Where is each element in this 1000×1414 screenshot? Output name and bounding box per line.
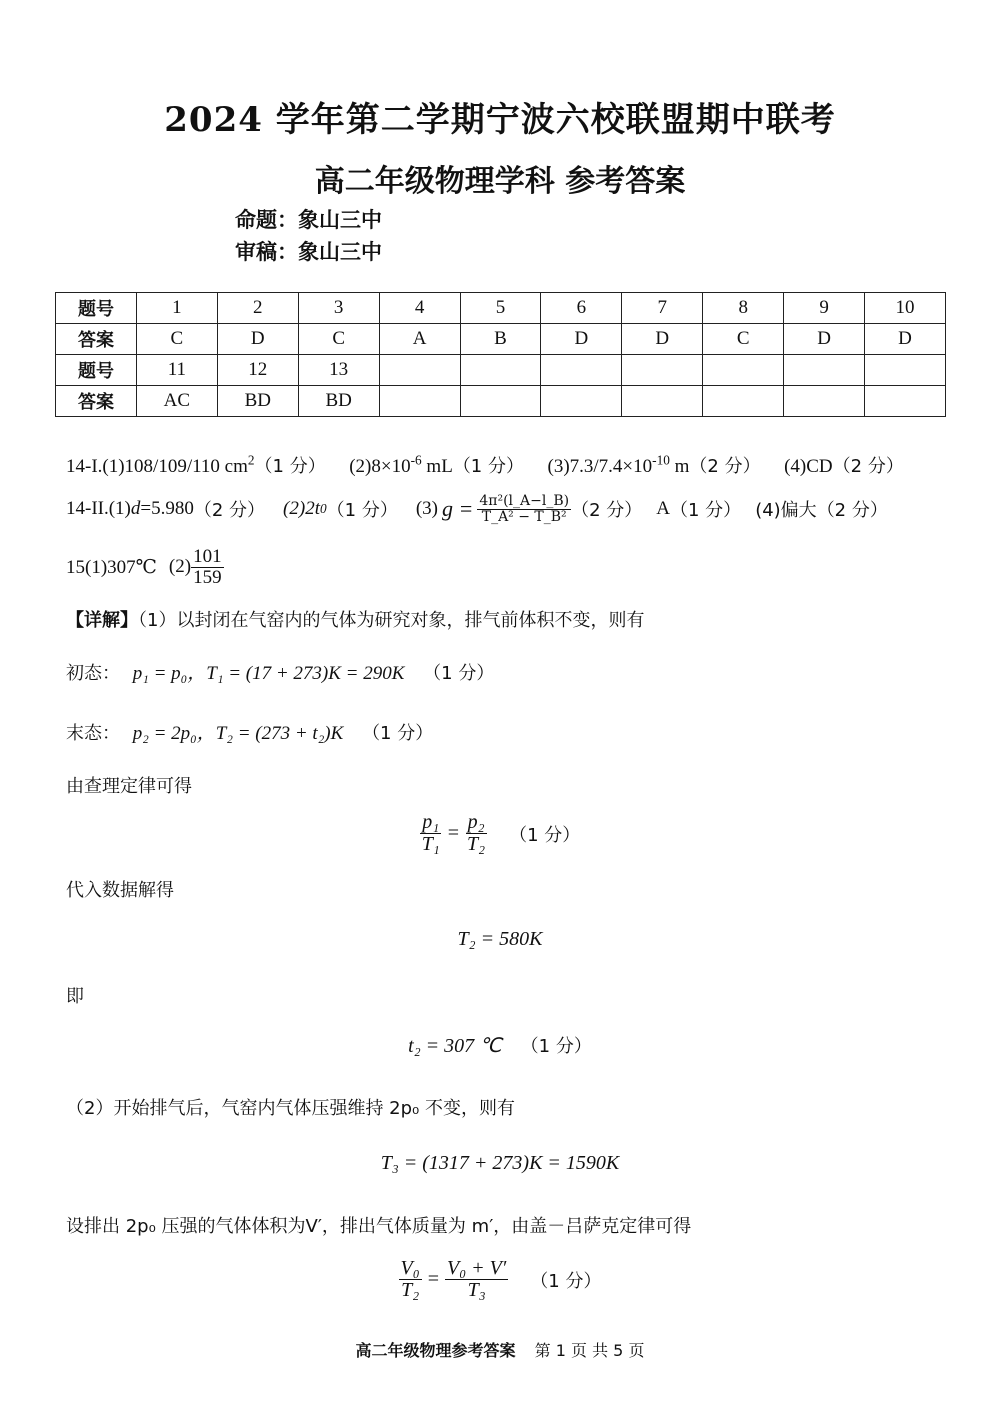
ie-text: 即 bbox=[66, 986, 84, 1007]
q14-2-sup: -6 bbox=[410, 452, 422, 468]
q15-answer-line bbox=[66, 542, 224, 592]
empty-cell bbox=[460, 355, 541, 386]
row-label: 题号 bbox=[56, 293, 137, 324]
final-equation: p₂ = 2p₀，T₂ = (273 + t₂)K bbox=[132, 723, 344, 744]
final-score: （1 分） bbox=[362, 723, 434, 744]
fraction-numerator: V₀ + V′ bbox=[447, 1257, 507, 1279]
fraction-denominator: 159 bbox=[193, 566, 222, 588]
q14-4-text: (4)CD bbox=[784, 456, 833, 477]
gay-lussac-equation: $\frac{\text{V₀}}{\text{T₂}}$ = $\frac{\text{V₀ + V′}}{\text{T₃}}$ （1 分） bbox=[400, 1257, 602, 1301]
author-label: 命题： bbox=[235, 207, 298, 232]
q14-1 bbox=[66, 452, 255, 477]
author-value: 象山三中 bbox=[298, 207, 382, 232]
fraction-denominator: T₂ bbox=[467, 833, 486, 855]
q14ii-3-option: A bbox=[656, 498, 670, 519]
q14-2-text: (2)8×10 bbox=[349, 456, 411, 477]
q14ii-3-prefix: (3) bbox=[415, 498, 438, 519]
fraction-numerator: p₂ bbox=[467, 811, 485, 833]
part2-intro: （2）开始排气后，气窑内气体压强维持 2p₀ 不变，则有 bbox=[66, 1098, 515, 1119]
gay-right-fraction bbox=[445, 1258, 508, 1301]
q14-2-score: （1 分） bbox=[452, 456, 524, 477]
answer-cell: BD bbox=[298, 386, 379, 417]
q14-1-score: （1 分） bbox=[254, 456, 326, 477]
answer-cell: BD bbox=[217, 386, 298, 417]
formula-numerator: 4π²(l_A−l_B) bbox=[479, 492, 570, 509]
initial-label: 初态： bbox=[66, 663, 120, 684]
answer-cell: C bbox=[136, 324, 217, 355]
answer-cell: D bbox=[541, 324, 622, 355]
q14ii-4-score: （2 分） bbox=[816, 500, 888, 521]
temp-score: （1 分） bbox=[520, 1036, 592, 1057]
q14ii-d-value: =5.980 bbox=[140, 498, 194, 519]
reviewer-value: 象山三中 bbox=[298, 239, 382, 264]
initial-equation: p₁ = p₀，T₁ = (17 + 273)K = 290K bbox=[132, 663, 405, 684]
q14ii-3-score: （2 分） bbox=[571, 500, 643, 521]
q14ii-1-score: （2 分） bbox=[193, 500, 266, 521]
answer-cell: C bbox=[703, 324, 784, 355]
q14-1-text: 14-I.(1)108/109/110 cm bbox=[66, 456, 248, 477]
empty-cell bbox=[379, 355, 460, 386]
fraction-denominator: T₂ bbox=[401, 1279, 420, 1301]
q14-part2-line bbox=[66, 488, 888, 530]
empty-cell bbox=[460, 386, 541, 417]
table-row bbox=[56, 324, 946, 355]
empty-cell bbox=[865, 355, 946, 386]
q14ii-d-symbol: d bbox=[130, 498, 141, 519]
detail-intro bbox=[66, 606, 644, 632]
empty-cell bbox=[379, 386, 460, 417]
charles-intro: 由查理定律可得 bbox=[66, 776, 192, 797]
question-number: 7 bbox=[622, 293, 703, 324]
final-state-line bbox=[66, 718, 433, 745]
question-number: 10 bbox=[865, 293, 946, 324]
initial-state-line bbox=[66, 658, 494, 685]
empty-cell bbox=[703, 355, 784, 386]
empty-cell bbox=[622, 386, 703, 417]
question-number: 11 bbox=[136, 355, 217, 386]
temp-result-line bbox=[0, 1032, 1000, 1058]
question-number: 8 bbox=[703, 293, 784, 324]
question-number: 13 bbox=[298, 355, 379, 386]
q14ii-2-score: （1 分） bbox=[326, 500, 398, 521]
temp-result: t₂ = 307 ℃ bbox=[408, 1035, 502, 1057]
t2-result: T₂ = 580K bbox=[457, 928, 543, 950]
q15-answer1: 15(1)307℃ bbox=[66, 556, 157, 578]
reviewer-line bbox=[235, 236, 382, 266]
charles-score: （1 分） bbox=[509, 824, 581, 846]
q14ii-3-option-score: （1 分） bbox=[670, 500, 742, 521]
detail-label: 【详解】 bbox=[66, 610, 138, 631]
row-label: 题号 bbox=[56, 355, 137, 386]
question-number: 9 bbox=[784, 293, 865, 324]
gay-lussac-intro: 设排出 2p₀ 压强的气体体积为V′，排出气体质量为 m′，由盖－吕萨克定律可得 bbox=[66, 1216, 692, 1237]
q14-part1-line bbox=[66, 452, 904, 478]
q15-answer2-prefix: (2) bbox=[168, 556, 192, 577]
empty-cell bbox=[784, 386, 865, 417]
final-label: 末态： bbox=[66, 723, 120, 744]
question-number: 3 bbox=[298, 293, 379, 324]
footer-doc-title: 高二年级物理参考答案 bbox=[355, 1341, 516, 1360]
row-label: 答案 bbox=[56, 324, 137, 355]
answer-cell: AC bbox=[136, 386, 217, 417]
page-subtitle: 高二年级物理学科 参考答案 bbox=[314, 164, 686, 199]
table-row bbox=[56, 386, 946, 417]
question-number: 5 bbox=[460, 293, 541, 324]
empty-cell bbox=[703, 386, 784, 417]
answer-cell: C bbox=[298, 324, 379, 355]
page-footer bbox=[0, 1338, 1000, 1361]
empty-cell bbox=[541, 386, 622, 417]
fraction-denominator: T₃ bbox=[467, 1279, 486, 1301]
detail-text: （1）以封闭在气窑内的气体为研究对象，排气前体积不变，则有 bbox=[138, 610, 645, 631]
footer-page-number: 第 1 页 共 5 页 bbox=[534, 1341, 645, 1360]
q14-1-sup: 2 bbox=[247, 452, 255, 468]
answer-cell: B bbox=[460, 324, 541, 355]
question-number: 4 bbox=[379, 293, 460, 324]
q14-2-unit: mL bbox=[421, 456, 453, 477]
answer-cell: D bbox=[622, 324, 703, 355]
charles-right-fraction bbox=[465, 812, 487, 855]
q14-3-sup: -10 bbox=[652, 452, 670, 468]
q14ii-2-text: (2)2t bbox=[283, 498, 320, 519]
question-number: 2 bbox=[217, 293, 298, 324]
fraction-numerator: 101 bbox=[193, 545, 222, 567]
q14ii-1-prefix: 14-II.(1) bbox=[66, 498, 131, 519]
q14ii-3-formula bbox=[477, 494, 571, 524]
q14ii-4-text: (4)偏大 bbox=[755, 500, 817, 521]
q14ii-3-g: g = bbox=[441, 496, 474, 521]
answer-table bbox=[55, 292, 946, 417]
page-title: 2024 学年第二学期宁波六校联盟期中联考 bbox=[164, 100, 836, 140]
question-number: 12 bbox=[217, 355, 298, 386]
fraction-denominator: T₁ bbox=[421, 833, 440, 855]
q14-3-score: （2 分） bbox=[689, 456, 761, 477]
q14-4-score: （2 分） bbox=[832, 456, 904, 477]
charles-left-fraction bbox=[420, 812, 442, 855]
q14-3-text: (3)7.3/7.4×10 bbox=[547, 456, 653, 477]
solve-intro: 代入数据解得 bbox=[66, 880, 174, 901]
empty-cell bbox=[784, 355, 865, 386]
table-row bbox=[56, 355, 946, 386]
fraction-numerator: p₁ bbox=[422, 811, 440, 833]
gay-left-fraction bbox=[399, 1258, 422, 1301]
initial-score: （1 分） bbox=[423, 663, 495, 684]
question-number: 6 bbox=[541, 293, 622, 324]
answer-cell: D bbox=[784, 324, 865, 355]
gay-score: （1 分） bbox=[530, 1270, 602, 1292]
q14-3-unit: m bbox=[669, 456, 690, 477]
formula-denominator: T_A² − T_B² bbox=[481, 508, 567, 525]
reviewer-label: 审稿： bbox=[235, 239, 298, 264]
t3-result: T₃ = (1317 + 273)K = 1590K bbox=[380, 1152, 620, 1174]
charles-equation: $\frac{\text{p₁}}{\text{T₁}}$ = $\frac{\text{p₂}}{\text{T₂}}$ （1 分） bbox=[421, 811, 581, 855]
q14ii-2-sub: 0 bbox=[319, 501, 327, 516]
fraction-numerator: V₀ bbox=[400, 1257, 420, 1279]
answer-cell: A bbox=[379, 324, 460, 355]
table-row bbox=[56, 293, 946, 324]
author-line bbox=[235, 204, 382, 234]
empty-cell bbox=[865, 386, 946, 417]
q15-answer2-fraction bbox=[191, 547, 224, 588]
empty-cell bbox=[622, 355, 703, 386]
answer-cell: D bbox=[865, 324, 946, 355]
row-label: 答案 bbox=[56, 386, 137, 417]
empty-cell bbox=[541, 355, 622, 386]
answer-cell: D bbox=[217, 324, 298, 355]
question-number: 1 bbox=[136, 293, 217, 324]
